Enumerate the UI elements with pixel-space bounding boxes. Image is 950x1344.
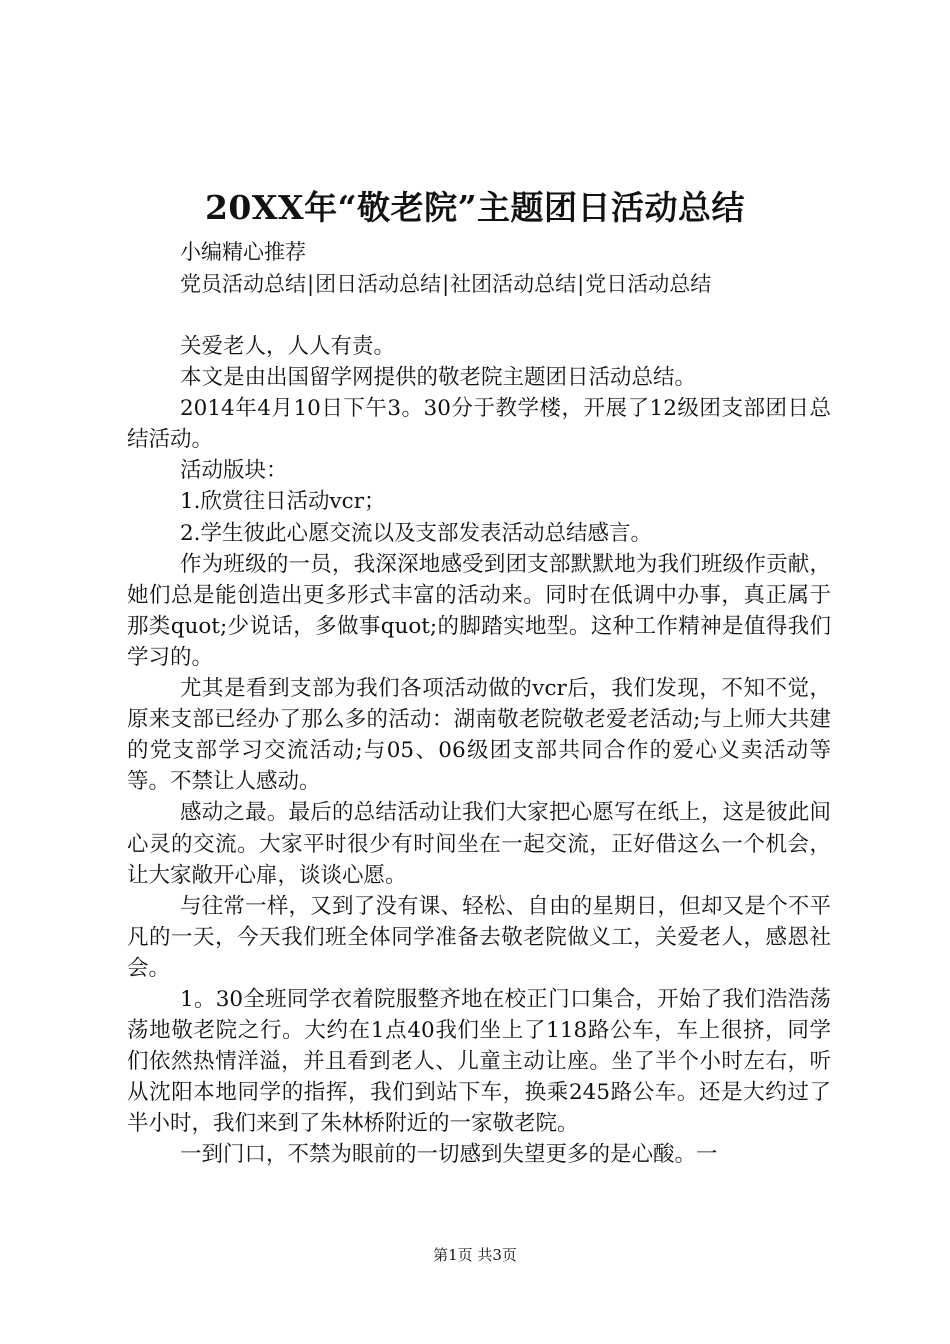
recommend-label: 小编精心推荐 bbox=[180, 240, 306, 264]
paragraph: 2014年4月10日下午3。30分于教学楼，开展了12级团支部团日总结活动。 bbox=[127, 396, 831, 453]
related-link-party-member[interactable]: 党员活动总结 bbox=[180, 272, 306, 296]
paragraph: 尤其是看到支部为我们各项活动做的vcr后，我们发现，不知不觉，原来支部已经办了那么多的活动：湖南敬老院敬老爱老活动;与上师大共建的党支部学习交流活动;与05、06级团支部共同合作的爱心义卖活动等等。不禁让人感动。 bbox=[127, 676, 831, 795]
paragraph: 与往常一样，又到了没有课、轻松、自由的星期日，但却又是个不平凡的一天，今天我们班全体同学准备去敬老院做义工，关爱老人，感恩社会。 bbox=[127, 893, 831, 981]
paragraph: 感动之最。最后的总结活动让我们大家把心愿写在纸上，这是彼此间心灵的交流。大家平时很少有时间坐在一起交流，正好借这么一个机会，让大家敞开心扉，谈谈心愿。 bbox=[127, 800, 831, 888]
link-separator: | bbox=[307, 272, 315, 296]
paragraph: 本文是由出国留学网提供的敬老院主题团日活动总结。 bbox=[180, 365, 697, 391]
paragraph: 2.学生彼此心愿交流以及支部发表活动总结感言。 bbox=[180, 520, 653, 546]
related-link-club[interactable]: 社团活动总结 bbox=[450, 272, 577, 296]
paragraph: 一到门口，不禁为眼前的一切感到失望更多的是心酸。一 bbox=[180, 1142, 718, 1168]
related-links bbox=[180, 268, 711, 300]
document-title: 20XX年“敬老院”主题团日活动总结 bbox=[204, 188, 746, 227]
paragraph: 关爱老人，人人有责。 bbox=[180, 334, 396, 359]
link-separator: | bbox=[442, 272, 450, 296]
paragraph: 1.欣赏往日活动vcr； bbox=[180, 489, 386, 515]
related-link-league-day[interactable]: 团日活动总结 bbox=[315, 272, 442, 296]
related-link-party-day[interactable]: 党日活动总结 bbox=[585, 272, 712, 296]
paragraph: 活动版块： bbox=[180, 458, 288, 484]
link-separator: | bbox=[577, 272, 585, 296]
document-body bbox=[127, 331, 831, 1171]
paragraph: 1。30全班同学衣着院服整齐地在校正门口集合，开始了我们浩浩荡荡地敬老院之行。大约在1点40我们坐上了118路公车，车上很挤，同学们依然热情洋溢，并且看到老人、儿童主动让座。坐了半个小时左右，听从沈阳本地同学的指挥，我们到站下车，换乘245路公车。还是大约过了半小时，我们来到了朱林桥附近的一家敬老院。 bbox=[127, 986, 831, 1137]
paragraph: 作为班级的一员，我深深地感受到团支部默默地为我们班级作贡献，她们总是能创造出更多形式丰富的活动来。同时在低调中办事，真正属于那类quot;少说话，多做事quot;的脚踏实地型。这种工作精神是值得我们学习的。 bbox=[127, 551, 831, 670]
page-footer: 第1页 共3页 bbox=[433, 1246, 517, 1264]
